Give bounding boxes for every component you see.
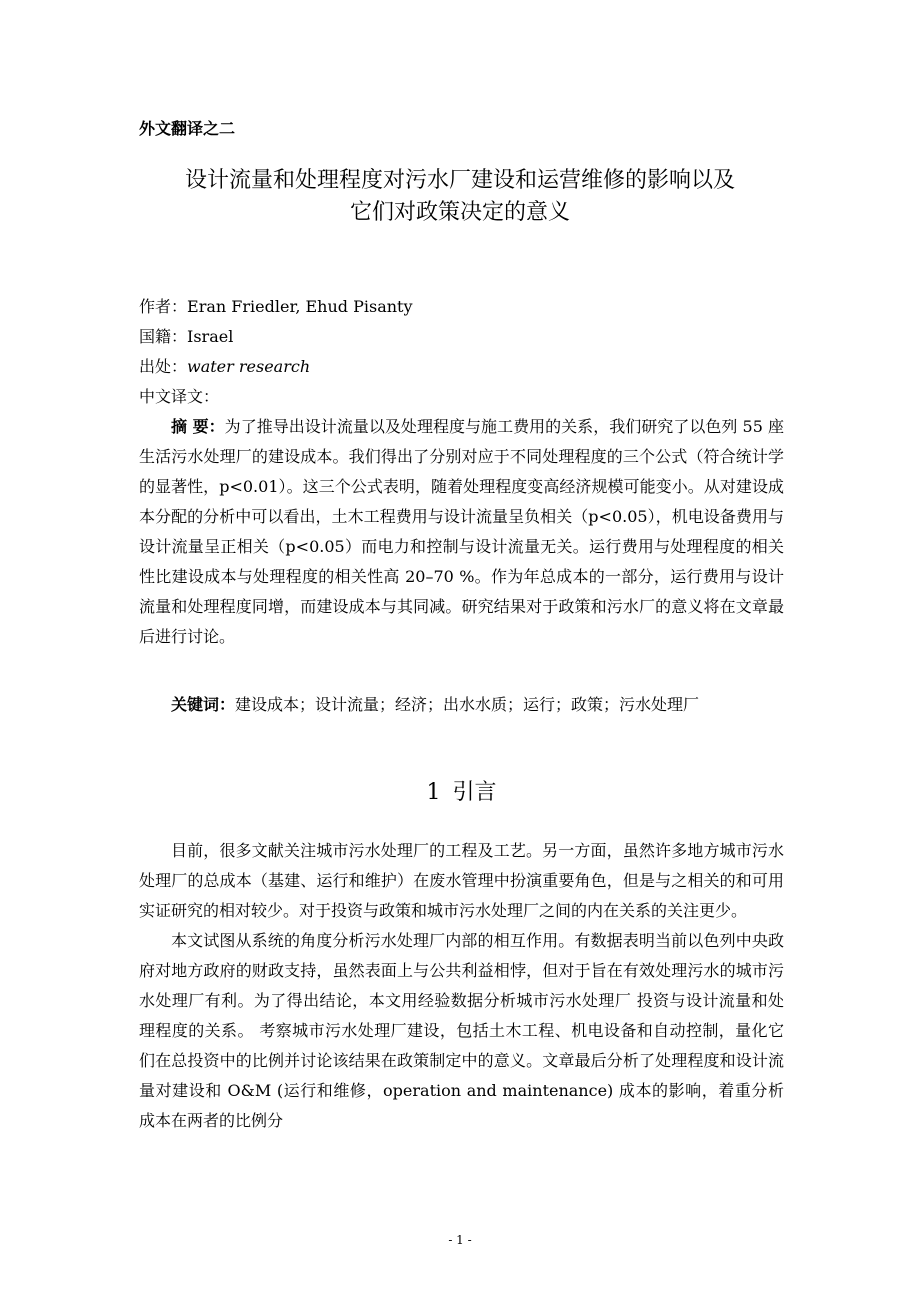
intro-paragraph-1: 目前，很多文献关注城市污水处理厂的工程及工艺。另一方面，虽然许多地方城市污水处理厂的总成本（基建、运行和维护）在废水管理中扮演重要角色，但是与之相关的和可用实证研究的相对较少。对于投资与政策和城市污水处理厂之间的内在关系的关注更少。 (139, 841, 784, 920)
section-number: 1 (426, 780, 441, 805)
keywords-paragraph (139, 690, 784, 720)
title-line-2: 它们对政策决定的意义 (349, 200, 570, 225)
abstract-label: 摘 要： (171, 417, 225, 436)
keywords-label: 关键词： (171, 695, 236, 714)
keywords-text: 建设成本；设计流量；经济；出水水质；运行；政策；污水处理厂 (235, 695, 700, 714)
abstract-paragraph (139, 412, 784, 652)
author-row (139, 292, 799, 322)
country-label: 国籍： (139, 327, 188, 346)
author-value: Eran Friedler, Ehud Pisanty (187, 297, 413, 316)
abstract-block (139, 412, 784, 652)
translation-label: 中文译文： (139, 387, 220, 406)
metadata-block (139, 292, 799, 412)
source-value: water research (187, 357, 311, 376)
source-label: 出处： (139, 357, 188, 376)
document-label: 外文翻译之二 (139, 119, 236, 138)
section-title: 引言 (452, 780, 497, 805)
country-value: Israel (187, 327, 234, 346)
intro-body (139, 836, 784, 1136)
source-row (139, 352, 799, 382)
title-line-1: 设计流量和处理程度对污水厂建设和运营维修的影响以及 (184, 168, 735, 193)
page-number: - 1 - (448, 1233, 472, 1247)
section-heading (139, 776, 784, 810)
document-title (120, 165, 800, 229)
abstract-text: 为了推导出设计流量以及处理程度与施工费用的关系，我们研究了以色列 55 座生活污水处理厂的建设成本。我们得出了分别对应于不同处理程度的三个公式（符合统计学的显著性，p<0.01）。这三个公式表明，随着处理程度变高经济规模可能变小。从对建设成本分配的分析中可以看出，土木工程费用与设计流量呈负相关（p<0.05），机电设备费用与设计流量呈正相关（p<0.05）而电力和控制与设计流量无关。运行费用与处理程度的相关性比建设成本与处理程度的相关性高 20–70 %。作为年总成本的一部分，运行费用与设计流量和处理程度同增，而建设成本与其同减。研究结果对于政策和污水厂的意义将在文章最后进行讨论。 (139, 417, 784, 646)
intro-paragraph-2: 本文试图从系统的角度分析污水处理厂内部的相互作用。有数据表明当前以色列中央政府对地方政府的财政支持，虽然表面上与公共利益相悖，但对于旨在有效处理污水的城市污水处理厂有利。为了得出结论，本文用经验数据分析城市污水处理厂 投资与设计流量和处理程度的关系。 考察城市污水处理厂建设，包括土木工程、机电设备和自动控制，量化它们在总投资中的比例并讨论该结果在政策制定中的意义。文章最后分析了处理程度和设计流量对建设和 O&M (运行和维修，operation and maintenance) 成本的影响，着重分析成本在两者的比例分 (139, 931, 784, 1130)
country-row (139, 322, 799, 352)
author-label: 作者： (139, 297, 188, 316)
keywords-block (139, 690, 784, 720)
